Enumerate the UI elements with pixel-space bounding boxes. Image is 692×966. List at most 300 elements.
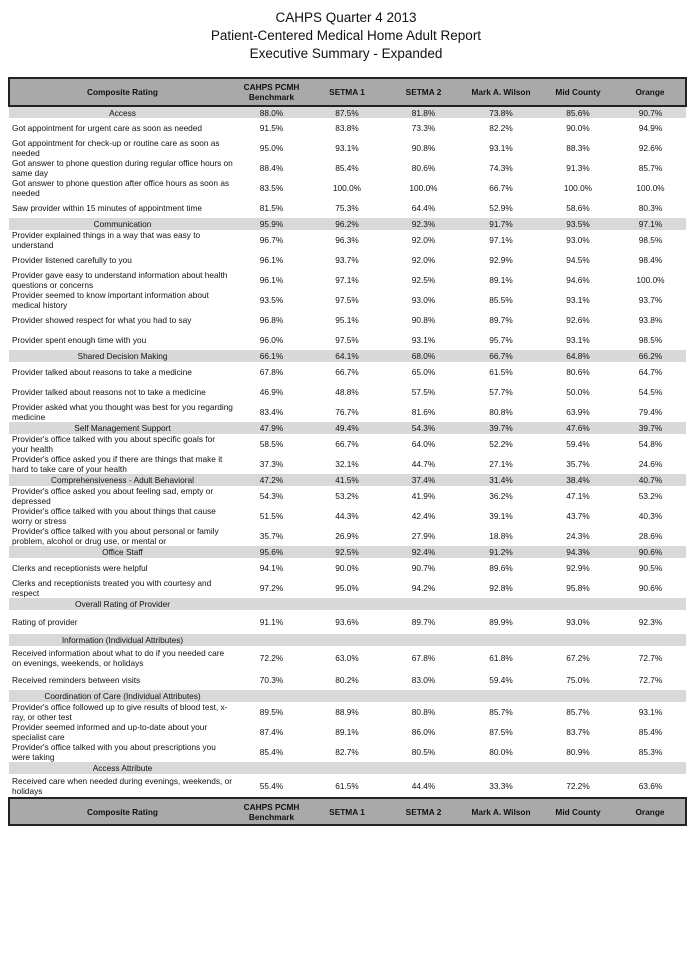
value-cell: 65.0% [386, 362, 461, 382]
item-label: Provider's office talked with you about things that cause worry or stress [9, 506, 235, 526]
value-cell: 47.6% [541, 422, 615, 434]
value-cell [461, 690, 541, 702]
column-header: CAHPS PCMH Benchmark [235, 78, 308, 106]
value-cell: 97.5% [308, 330, 386, 350]
value-cell: 87.5% [308, 106, 386, 118]
value-cell: 39.7% [615, 422, 686, 434]
value-cell: 92.0% [386, 250, 461, 270]
value-cell: 93.8% [615, 310, 686, 330]
value-cell: 53.2% [615, 486, 686, 506]
value-cell: 93.0% [541, 230, 615, 250]
value-cell: 83.0% [386, 670, 461, 690]
item-label: Provider gave easy to understand information about health questions or concerns [9, 270, 235, 290]
value-cell: 36.2% [461, 486, 541, 506]
value-cell [541, 690, 615, 702]
value-cell: 44.7% [386, 454, 461, 474]
value-cell: 61.8% [461, 646, 541, 670]
value-cell: 94.6% [541, 270, 615, 290]
item-label: Rating of provider [9, 610, 235, 634]
value-cell: 26.9% [308, 526, 386, 546]
value-cell: 68.0% [386, 350, 461, 362]
value-cell [461, 762, 541, 774]
title-line-1: CAHPS Quarter 4 2013 [275, 10, 417, 25]
value-cell: 54.5% [615, 382, 686, 402]
value-cell: 85.6% [541, 106, 615, 118]
item-label: Clerks and receptionists treated you with courtesy and respect [9, 578, 235, 598]
value-cell: 95.1% [308, 310, 386, 330]
table-row [9, 250, 686, 270]
value-cell: 41.5% [308, 474, 386, 486]
value-cell: 27.9% [386, 526, 461, 546]
table-row [9, 178, 686, 198]
value-cell: 61.5% [308, 774, 386, 798]
value-cell: 39.7% [461, 422, 541, 434]
value-cell: 95.8% [541, 578, 615, 598]
value-cell [461, 598, 541, 610]
value-cell: 57.7% [461, 382, 541, 402]
value-cell: 83.5% [235, 178, 308, 198]
column-footer: Mark A. Wilson [461, 798, 541, 825]
value-cell: 89.5% [235, 702, 308, 722]
table-row [9, 486, 686, 506]
table-row [9, 646, 686, 670]
value-cell: 75.3% [308, 198, 386, 218]
category-row [9, 634, 686, 646]
table-row [9, 670, 686, 690]
value-cell: 80.9% [541, 742, 615, 762]
title-line-3: Executive Summary - Expanded [249, 46, 443, 61]
value-cell: 46.9% [235, 382, 308, 402]
item-label: Provider's office asked you if there are things that make it hard to take care of your health [9, 454, 235, 474]
table-row [9, 434, 686, 454]
item-label: Got appointment for check-up or routine care as soon as needed [9, 138, 235, 158]
category-row [9, 598, 686, 610]
value-cell: 92.8% [461, 578, 541, 598]
value-cell [386, 690, 461, 702]
value-cell: 42.4% [386, 506, 461, 526]
value-cell: 85.4% [308, 158, 386, 178]
value-cell: 91.1% [235, 610, 308, 634]
category-row [9, 350, 686, 362]
value-cell [615, 690, 686, 702]
value-cell: 79.4% [615, 402, 686, 422]
value-cell: 64.0% [386, 434, 461, 454]
table-row [9, 118, 686, 138]
value-cell: 67.2% [541, 646, 615, 670]
value-cell: 64.4% [386, 198, 461, 218]
value-cell: 83.8% [308, 118, 386, 138]
table-row [9, 506, 686, 526]
table-row [9, 454, 686, 474]
table-row [9, 362, 686, 382]
value-cell: 85.4% [235, 742, 308, 762]
value-cell: 28.6% [615, 526, 686, 546]
value-cell: 58.6% [541, 198, 615, 218]
value-cell: 66.7% [308, 362, 386, 382]
value-cell: 55.4% [235, 774, 308, 798]
table-header-row [9, 78, 686, 106]
value-cell: 80.3% [615, 198, 686, 218]
table-row [9, 310, 686, 330]
value-cell: 94.9% [615, 118, 686, 138]
category-label: Shared Decision Making [9, 350, 235, 362]
table-row [9, 722, 686, 742]
value-cell: 74.3% [461, 158, 541, 178]
value-cell: 52.9% [461, 198, 541, 218]
value-cell: 39.1% [461, 506, 541, 526]
value-cell: 92.9% [461, 250, 541, 270]
value-cell [541, 762, 615, 774]
column-footer: SETMA 2 [386, 798, 461, 825]
value-cell: 54.3% [235, 486, 308, 506]
category-label: Information (Individual Attributes) [9, 634, 235, 646]
category-label: Access [9, 106, 235, 118]
category-label: Comprehensiveness - Adult Behavioral [9, 474, 235, 486]
value-cell: 70.3% [235, 670, 308, 690]
table-footer-row [9, 798, 686, 825]
value-cell: 72.2% [541, 774, 615, 798]
value-cell [308, 598, 386, 610]
item-label: Provider's office asked you about feeling sad, empty or depressed [9, 486, 235, 506]
value-cell: 95.7% [461, 330, 541, 350]
value-cell: 89.1% [461, 270, 541, 290]
value-cell: 80.8% [461, 402, 541, 422]
table-row [9, 290, 686, 310]
value-cell: 44.3% [308, 506, 386, 526]
value-cell: 35.7% [235, 526, 308, 546]
item-label: Got appointment for urgent care as soon as needed [9, 118, 235, 138]
table-row [9, 230, 686, 250]
value-cell [308, 762, 386, 774]
item-label: Provider listened carefully to you [9, 250, 235, 270]
item-label: Provider explained things in a way that was easy to understand [9, 230, 235, 250]
value-cell: 96.0% [235, 330, 308, 350]
value-cell: 98.5% [615, 230, 686, 250]
value-cell: 64.7% [615, 362, 686, 382]
item-label: Provider asked what you thought was best for you regarding medicine [9, 402, 235, 422]
value-cell: 93.1% [461, 138, 541, 158]
value-cell: 90.6% [615, 546, 686, 558]
column-footer: SETMA 1 [308, 798, 386, 825]
table-row [9, 138, 686, 158]
value-cell: 61.5% [461, 362, 541, 382]
value-cell: 54.3% [386, 422, 461, 434]
item-label: Received care when needed during evenings, weekends, or holidays [9, 774, 235, 798]
table-body [9, 106, 686, 798]
value-cell: 63.6% [615, 774, 686, 798]
value-cell: 66.7% [461, 350, 541, 362]
item-label: Clerks and receptionists were helpful [9, 558, 235, 578]
value-cell: 80.6% [386, 158, 461, 178]
value-cell: 90.5% [615, 558, 686, 578]
value-cell: 72.7% [615, 670, 686, 690]
value-cell: 90.6% [615, 578, 686, 598]
value-cell: 90.8% [386, 310, 461, 330]
value-cell: 81.5% [235, 198, 308, 218]
table-row [9, 578, 686, 598]
value-cell: 92.9% [541, 558, 615, 578]
item-label: Provider spent enough time with you [9, 330, 235, 350]
value-cell: 72.7% [615, 646, 686, 670]
table-row [9, 774, 686, 798]
category-label: Overall Rating of Provider [9, 598, 235, 610]
item-label: Provider's office followed up to give results of blood test, x-ray, or other test [9, 702, 235, 722]
item-label: Received information about what to do if you needed care on evenings, weekends, or holidays [9, 646, 235, 670]
value-cell: 93.5% [235, 290, 308, 310]
value-cell: 85.5% [461, 290, 541, 310]
value-cell: 66.2% [615, 350, 686, 362]
value-cell: 72.2% [235, 646, 308, 670]
value-cell: 37.4% [386, 474, 461, 486]
value-cell: 96.8% [235, 310, 308, 330]
value-cell: 94.3% [541, 546, 615, 558]
value-cell: 90.8% [386, 138, 461, 158]
value-cell: 93.7% [308, 250, 386, 270]
value-cell [308, 634, 386, 646]
value-cell: 52.2% [461, 434, 541, 454]
value-cell: 31.4% [461, 474, 541, 486]
value-cell: 97.5% [308, 290, 386, 310]
value-cell: 82.7% [308, 742, 386, 762]
value-cell: 95.0% [235, 138, 308, 158]
value-cell: 83.7% [541, 722, 615, 742]
value-cell: 18.8% [461, 526, 541, 546]
value-cell: 91.7% [461, 218, 541, 230]
value-cell: 89.7% [386, 610, 461, 634]
value-cell: 38.4% [541, 474, 615, 486]
value-cell: 97.1% [461, 230, 541, 250]
value-cell: 97.2% [235, 578, 308, 598]
value-cell: 92.6% [541, 310, 615, 330]
column-header: Orange [615, 78, 686, 106]
value-cell: 100.0% [615, 270, 686, 290]
value-cell: 95.6% [235, 546, 308, 558]
table-row [9, 526, 686, 546]
table-row [9, 558, 686, 578]
value-cell: 49.4% [308, 422, 386, 434]
value-cell: 98.4% [615, 250, 686, 270]
value-cell [541, 634, 615, 646]
value-cell [615, 598, 686, 610]
category-row [9, 690, 686, 702]
value-cell: 92.6% [615, 138, 686, 158]
value-cell: 43.7% [541, 506, 615, 526]
column-header: Mark A. Wilson [461, 78, 541, 106]
column-header: SETMA 1 [308, 78, 386, 106]
column-header: SETMA 2 [386, 78, 461, 106]
value-cell [386, 598, 461, 610]
item-label: Provider seemed informed and up-to-date about your specialist care [9, 722, 235, 742]
value-cell: 82.2% [461, 118, 541, 138]
value-cell: 48.8% [308, 382, 386, 402]
value-cell: 89.6% [461, 558, 541, 578]
table-row [9, 702, 686, 722]
value-cell: 50.0% [541, 382, 615, 402]
item-label: Provider showed respect for what you had to say [9, 310, 235, 330]
value-cell [615, 762, 686, 774]
table-row [9, 610, 686, 634]
value-cell: 93.5% [541, 218, 615, 230]
category-label: Self Management Support [9, 422, 235, 434]
value-cell: 51.5% [235, 506, 308, 526]
value-cell: 75.0% [541, 670, 615, 690]
value-cell: 89.1% [308, 722, 386, 742]
value-cell: 80.6% [541, 362, 615, 382]
value-cell: 93.1% [386, 330, 461, 350]
value-cell: 95.0% [308, 578, 386, 598]
value-cell: 58.5% [235, 434, 308, 454]
column-footer: Mid County [541, 798, 615, 825]
item-label: Provider seemed to know important information about medical history [9, 290, 235, 310]
value-cell: 47.1% [541, 486, 615, 506]
value-cell: 86.0% [386, 722, 461, 742]
value-cell: 89.7% [461, 310, 541, 330]
value-cell: 96.3% [308, 230, 386, 250]
value-cell: 100.0% [615, 178, 686, 198]
value-cell: 93.1% [541, 290, 615, 310]
item-label: Provider's office talked with you about specific goals for your health [9, 434, 235, 454]
value-cell: 91.3% [541, 158, 615, 178]
value-cell: 37.3% [235, 454, 308, 474]
category-label: Coordination of Care (Individual Attributes) [9, 690, 235, 702]
value-cell: 80.8% [386, 702, 461, 722]
value-cell: 94.2% [386, 578, 461, 598]
value-cell: 35.7% [541, 454, 615, 474]
value-cell: 96.1% [235, 270, 308, 290]
value-cell [386, 762, 461, 774]
value-cell: 76.7% [308, 402, 386, 422]
value-cell [615, 634, 686, 646]
value-cell: 81.6% [386, 402, 461, 422]
table-row [9, 402, 686, 422]
value-cell: 53.2% [308, 486, 386, 506]
value-cell: 83.4% [235, 402, 308, 422]
value-cell: 92.4% [386, 546, 461, 558]
value-cell: 100.0% [541, 178, 615, 198]
value-cell: 27.1% [461, 454, 541, 474]
value-cell: 87.5% [461, 722, 541, 742]
column-footer: Composite Rating [9, 798, 235, 825]
value-cell: 85.7% [615, 158, 686, 178]
column-footer: CAHPS PCMH Benchmark [235, 798, 308, 825]
value-cell: 93.7% [615, 290, 686, 310]
value-cell: 92.3% [615, 610, 686, 634]
value-cell: 92.3% [386, 218, 461, 230]
item-label: Got answer to phone question after office hours as soon as needed [9, 178, 235, 198]
value-cell: 66.7% [461, 178, 541, 198]
column-header: Composite Rating [9, 78, 235, 106]
value-cell: 59.4% [541, 434, 615, 454]
value-cell: 85.3% [615, 742, 686, 762]
value-cell [235, 634, 308, 646]
value-cell: 98.5% [615, 330, 686, 350]
table-row [9, 270, 686, 290]
value-cell: 85.4% [615, 722, 686, 742]
value-cell: 47.2% [235, 474, 308, 486]
item-label: Saw provider within 15 minutes of appointment time [9, 198, 235, 218]
value-cell: 66.7% [308, 434, 386, 454]
value-cell: 66.1% [235, 350, 308, 362]
value-cell: 85.7% [461, 702, 541, 722]
value-cell: 73.8% [461, 106, 541, 118]
value-cell: 88.0% [235, 106, 308, 118]
value-cell [386, 634, 461, 646]
item-label: Got answer to phone question during regular office hours on same day [9, 158, 235, 178]
value-cell: 91.2% [461, 546, 541, 558]
value-cell: 87.4% [235, 722, 308, 742]
value-cell: 32.1% [308, 454, 386, 474]
value-cell: 73.3% [386, 118, 461, 138]
value-cell: 57.5% [386, 382, 461, 402]
value-cell: 67.8% [386, 646, 461, 670]
value-cell: 24.3% [541, 526, 615, 546]
value-cell: 41.9% [386, 486, 461, 506]
table-row [9, 158, 686, 178]
value-cell [235, 762, 308, 774]
value-cell [541, 598, 615, 610]
value-cell: 93.6% [308, 610, 386, 634]
value-cell [235, 690, 308, 702]
value-cell: 96.7% [235, 230, 308, 250]
report-title [0, 0, 692, 75]
value-cell: 40.7% [615, 474, 686, 486]
value-cell: 88.9% [308, 702, 386, 722]
value-cell: 81.8% [386, 106, 461, 118]
item-label: Provider talked about reasons not to take a medicine [9, 382, 235, 402]
value-cell: 63.9% [541, 402, 615, 422]
value-cell: 44.4% [386, 774, 461, 798]
value-cell: 92.5% [308, 546, 386, 558]
value-cell [235, 598, 308, 610]
category-row [9, 546, 686, 558]
value-cell: 96.2% [308, 218, 386, 230]
category-label: Office Staff [9, 546, 235, 558]
value-cell: 93.1% [308, 138, 386, 158]
item-label: Received reminders between visits [9, 670, 235, 690]
value-cell: 90.7% [615, 106, 686, 118]
value-cell: 93.0% [386, 290, 461, 310]
item-label: Provider talked about reasons to take a medicine [9, 362, 235, 382]
value-cell: 92.0% [386, 230, 461, 250]
title-line-2: Patient-Centered Medical Home Adult Report [210, 28, 482, 43]
table-row [9, 742, 686, 762]
value-cell: 80.2% [308, 670, 386, 690]
value-cell: 40.3% [615, 506, 686, 526]
item-label: Provider's office talked with you about prescriptions you were taking [9, 742, 235, 762]
value-cell: 97.1% [308, 270, 386, 290]
value-cell: 88.3% [541, 138, 615, 158]
value-cell: 64.8% [541, 350, 615, 362]
column-footer: Orange [615, 798, 686, 825]
value-cell: 67.8% [235, 362, 308, 382]
value-cell: 97.1% [615, 218, 686, 230]
category-row [9, 106, 686, 118]
category-label: Access Attribute [9, 762, 235, 774]
value-cell: 91.5% [235, 118, 308, 138]
table-row [9, 198, 686, 218]
value-cell: 90.0% [308, 558, 386, 578]
value-cell: 24.6% [615, 454, 686, 474]
value-cell: 90.7% [386, 558, 461, 578]
value-cell: 88.4% [235, 158, 308, 178]
category-row [9, 762, 686, 774]
category-label: Communication [9, 218, 235, 230]
column-header: Mid County [541, 78, 615, 106]
item-label: Provider's office talked with you about personal or family problem, alcohol or drug use, or mental or [9, 526, 235, 546]
value-cell: 93.0% [541, 610, 615, 634]
value-cell: 47.9% [235, 422, 308, 434]
value-cell: 89.9% [461, 610, 541, 634]
